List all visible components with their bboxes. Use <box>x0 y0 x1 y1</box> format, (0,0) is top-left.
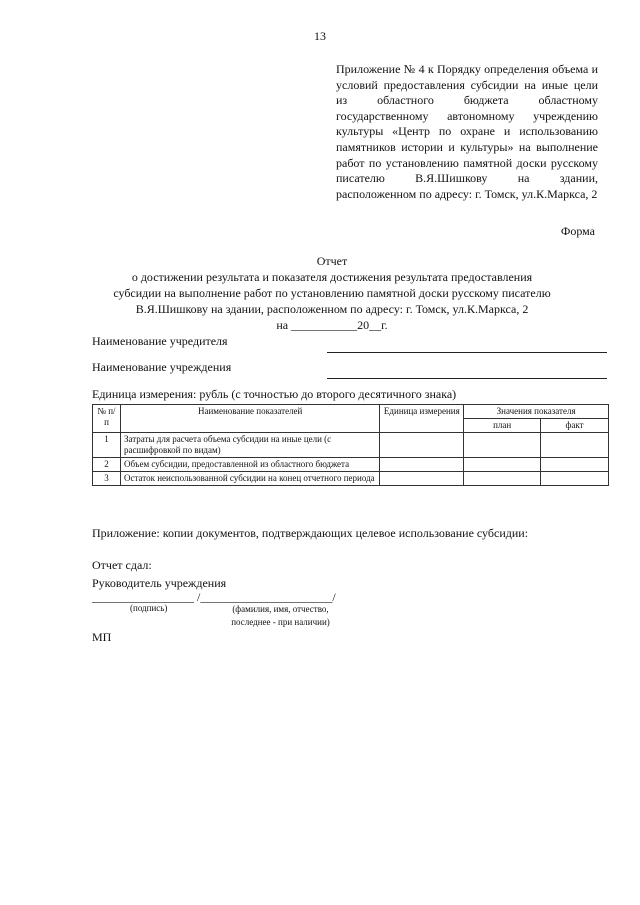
header-num: № п/п <box>93 405 121 433</box>
row-name: Объем субсидии, предоставленной из областного бюджета <box>120 458 379 472</box>
row-unit-cell[interactable] <box>380 458 464 472</box>
attachment-note: Приложение: копии документов, подтверждающих целевое использование субсидии: <box>92 526 529 540</box>
form-label: Форма <box>560 224 595 238</box>
institution-field-line[interactable] <box>327 378 607 379</box>
signature-line[interactable]: _________________ /______________________/ <box>92 590 336 604</box>
founder-field-line[interactable] <box>327 352 607 353</box>
row-unit-cell[interactable] <box>380 433 464 458</box>
unit-label: Единица измерения: рубль (с точностью до второго десятичного знака) <box>92 387 457 401</box>
row-fact-cell[interactable] <box>541 433 609 458</box>
stamp-label: МП <box>92 630 112 644</box>
row-name: Затраты для расчета объема субсидии на иные цели (с расшифровкой по видам) <box>120 433 379 458</box>
title-line-3: субсидии на выполнение работ по установлению памятной доски русскому писателю <box>113 286 551 300</box>
title-line-4: В.Я.Шишкову на здании, расположенном по адресу: г. Томск, ул.К.Маркса, 2 <box>135 302 529 316</box>
submission-block <box>92 556 226 592</box>
header-unit: Единица измерения <box>380 405 464 433</box>
header-fact: факт <box>541 419 609 433</box>
appendix-note <box>336 62 598 202</box>
page-number: 13 <box>314 29 326 43</box>
title-line-1: Отчет <box>316 254 348 268</box>
row-num: 1 <box>93 433 121 458</box>
header-name: Наименование показателей <box>120 405 379 433</box>
row-unit-cell[interactable] <box>380 472 464 486</box>
title-line-5: на ___________20__г. <box>276 318 388 332</box>
signature-caption: (подпись) <box>130 603 168 613</box>
row-fact-cell[interactable] <box>541 458 609 472</box>
row-num: 2 <box>93 458 121 472</box>
title-line-2: о достижении результата и показателя достижения результата предоставления <box>131 270 533 284</box>
row-plan-cell[interactable] <box>464 433 541 458</box>
report-submitted-label: Отчет сдал: <box>92 558 152 572</box>
name-caption-line-2: последнее - при наличии) <box>231 617 330 627</box>
founder-label: Наименование учредителя <box>92 334 228 348</box>
report-title <box>72 253 592 333</box>
name-caption-line-1: (фамилия, имя, отчество, <box>232 604 329 614</box>
indicators-table <box>92 404 609 486</box>
row-name: Остаток неиспользованной субсидии на конец отчетного периода <box>120 472 379 486</box>
appendix-text: Приложение № 4 к Порядку определения объема и условий предоставления субсидии на иные цели из областного бюджета областному государственному автономному учреждению культуры «Центр по охране и использованию памятников истории и культуры» на выполнение работ по установлению памятной доски русскому писателю В.Я.Шишкову на здании, расположенном по адресу: г. Томск, ул.К.Маркса, 2 <box>336 62 598 201</box>
row-num: 3 <box>93 472 121 486</box>
table-header-row <box>93 405 609 419</box>
row-fact-cell[interactable] <box>541 472 609 486</box>
name-caption <box>218 603 343 629</box>
head-label: Руководитель учреждения <box>92 576 227 590</box>
table-row <box>93 472 609 486</box>
row-plan-cell[interactable] <box>464 472 541 486</box>
table-row <box>93 458 609 472</box>
header-values: Значения показателя <box>464 405 609 419</box>
table-row <box>93 433 609 458</box>
row-plan-cell[interactable] <box>464 458 541 472</box>
header-plan: план <box>464 419 541 433</box>
institution-label: Наименование учреждения <box>92 360 232 374</box>
